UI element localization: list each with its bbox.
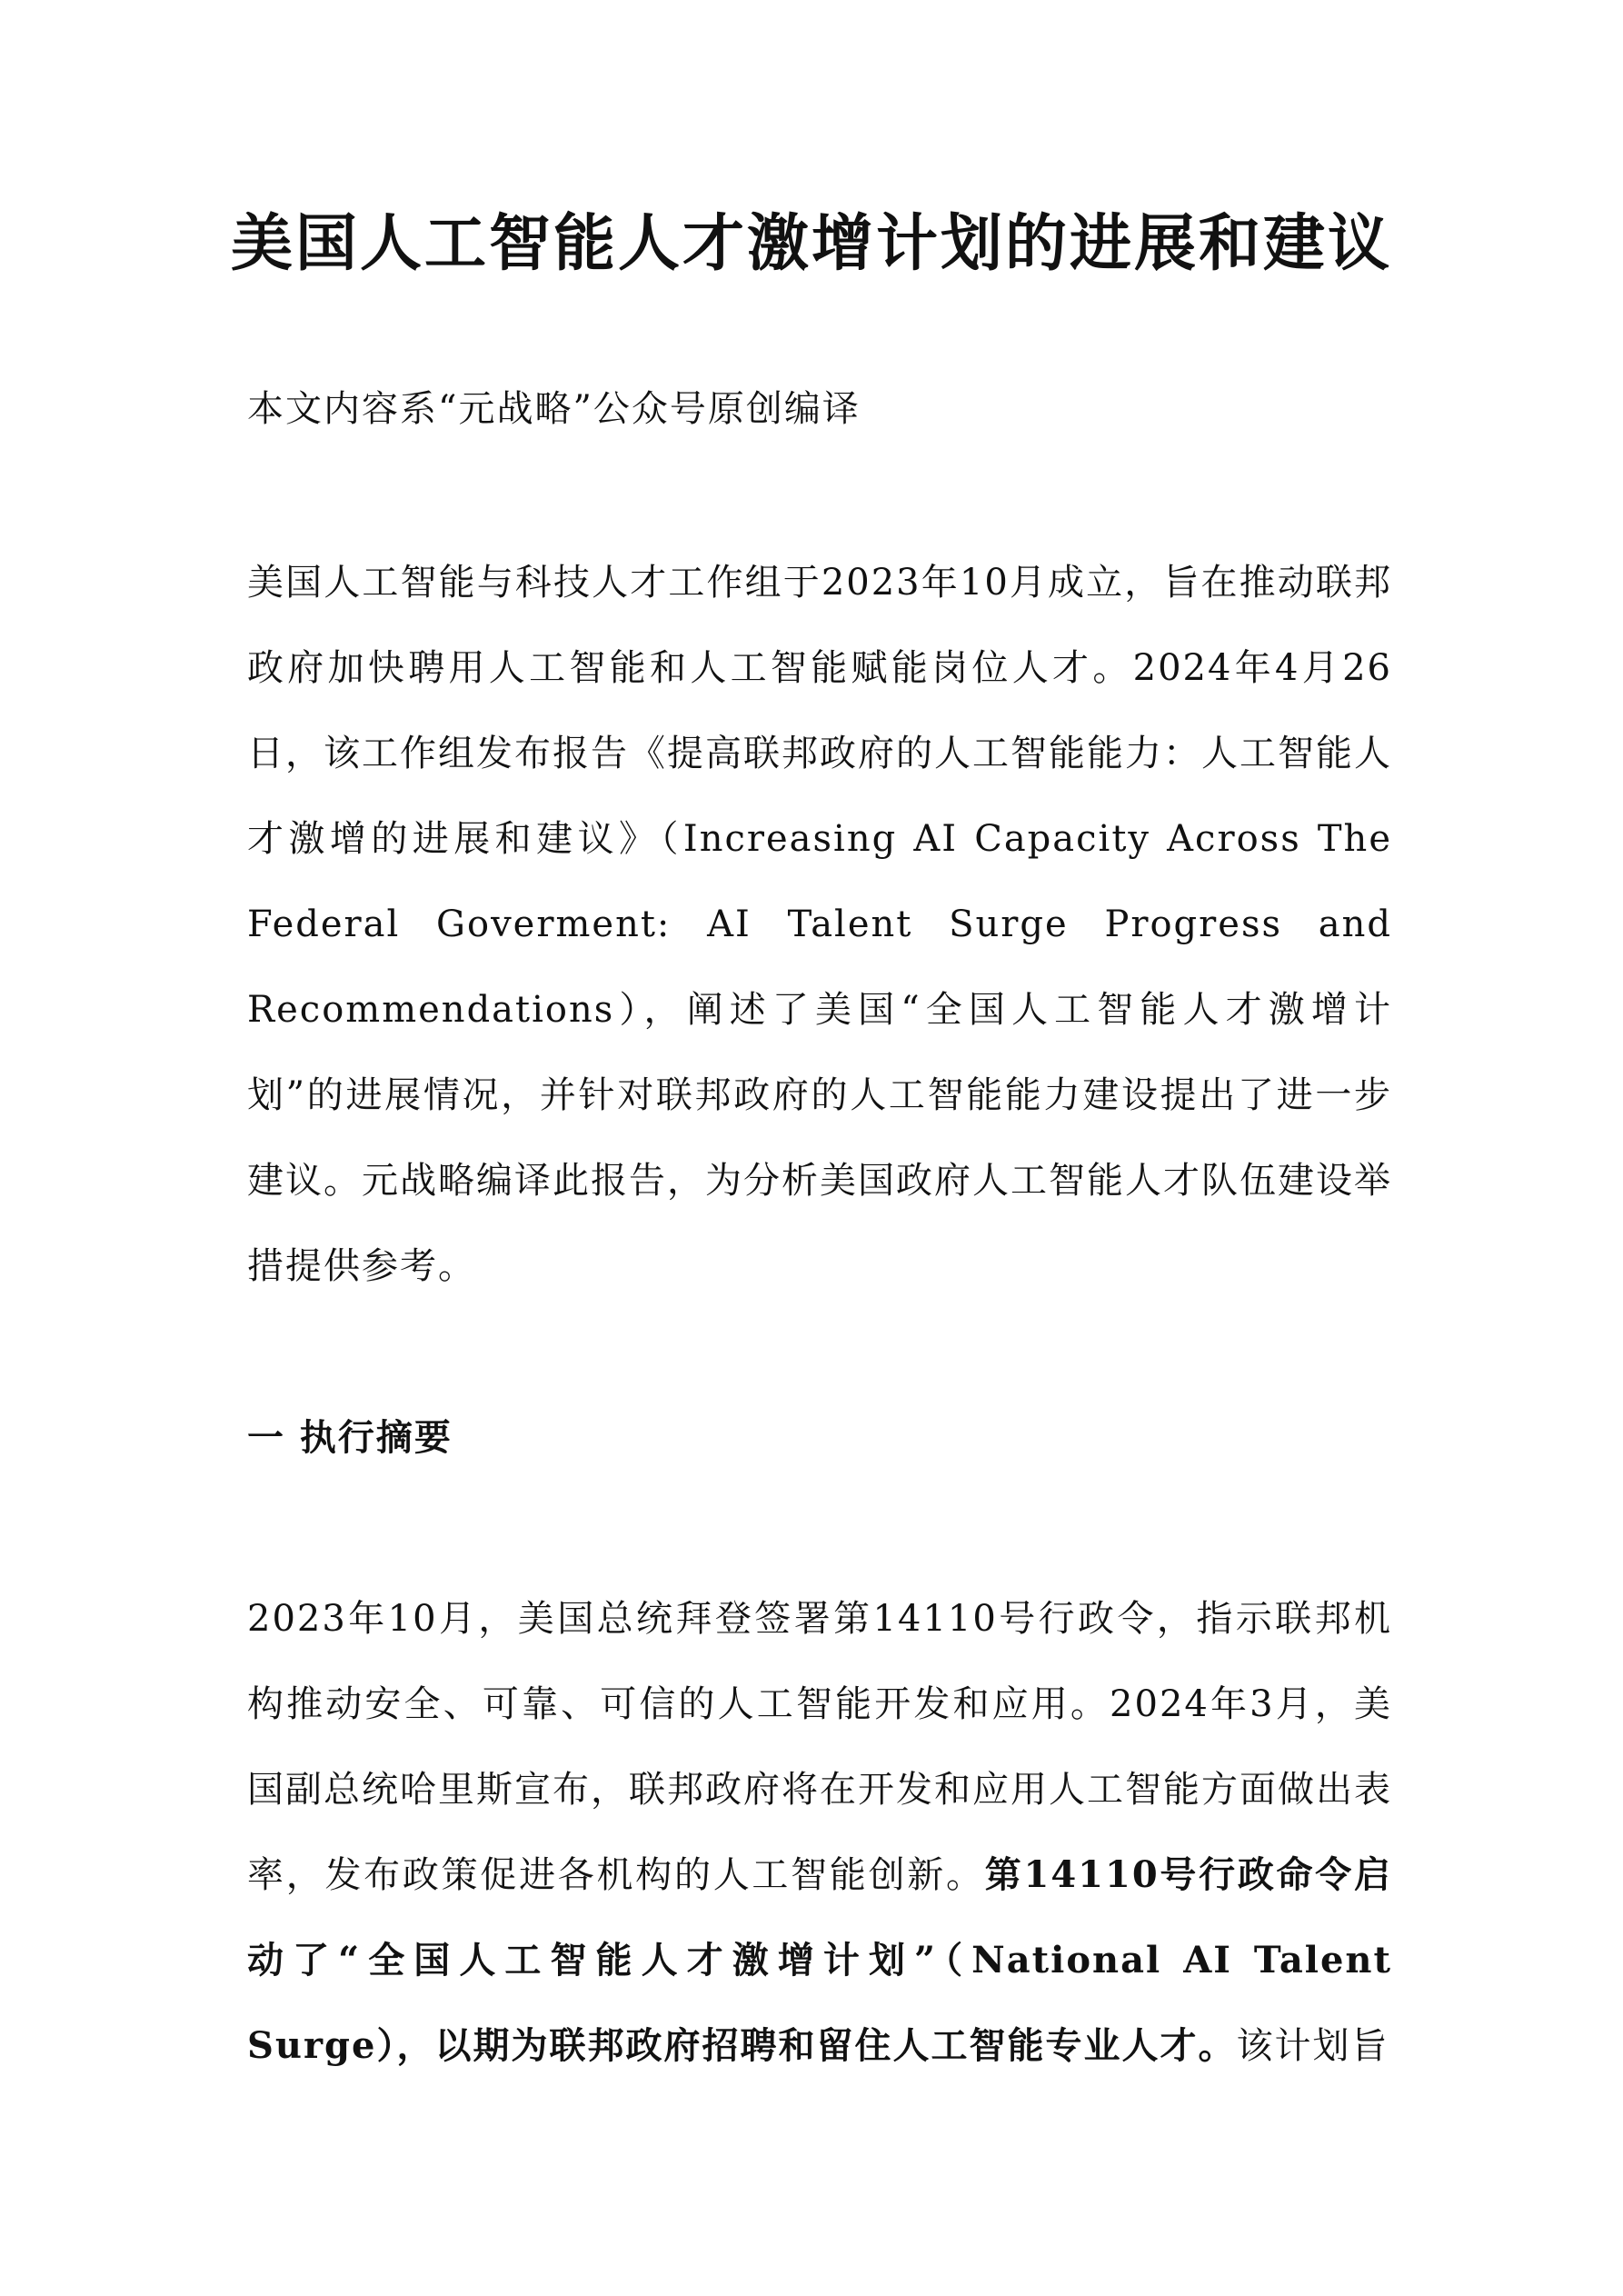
intro-paragraph: 美国人工智能与科技人才工作组于2023年10月成立，旨在推动联邦政府加快聘用人工智能和人工智能赋能岗位人才。2024年4月26日，该工作组发布报告《提高联邦政府的人工智能能力：人工智能人才激增的进展和建议》（Increasing AI Capacity Across The Federal Goverment: AI Talent Surge Progress and Recommendations），阐述了美国“全国人工智能人才激增计划”的进展情况，并针对联邦政府的人工智能能力建设提出了进一步建议。元战略编译此报告，为分析美国政府人工智能人才队伍建设举措提供参考。 (247, 562, 1392, 1287)
summary-text-1: 2023年10月，美国总统拜登签署第14110号行政令，指示联邦机构推动安全、可靠、可信的人工智能开发和应用。2024年3月，美国副总统哈里斯宣布，联邦政府将在开发和应用人工智能方面做出表率，发布政策促进各机构的人工智能创新。 (247, 1598, 1392, 1896)
summary-paragraph (247, 1576, 1392, 2089)
document-title: 美国人工智能人才激增计划的进展和建议 (230, 207, 1392, 280)
summary-text-3: 该计划旨 (1236, 2025, 1389, 2067)
summary-text-bold: 第14110号行政命令启动了“全国人工智能人才激增计划”（National AI Talent Surge），以期为联邦政府招聘和留住人工智能专业人才。 (247, 1853, 1392, 2067)
section-heading: 一 执行摘要 (247, 1416, 453, 1459)
byline: 本文内容系“元战略”公众号原创编译 (247, 388, 861, 430)
